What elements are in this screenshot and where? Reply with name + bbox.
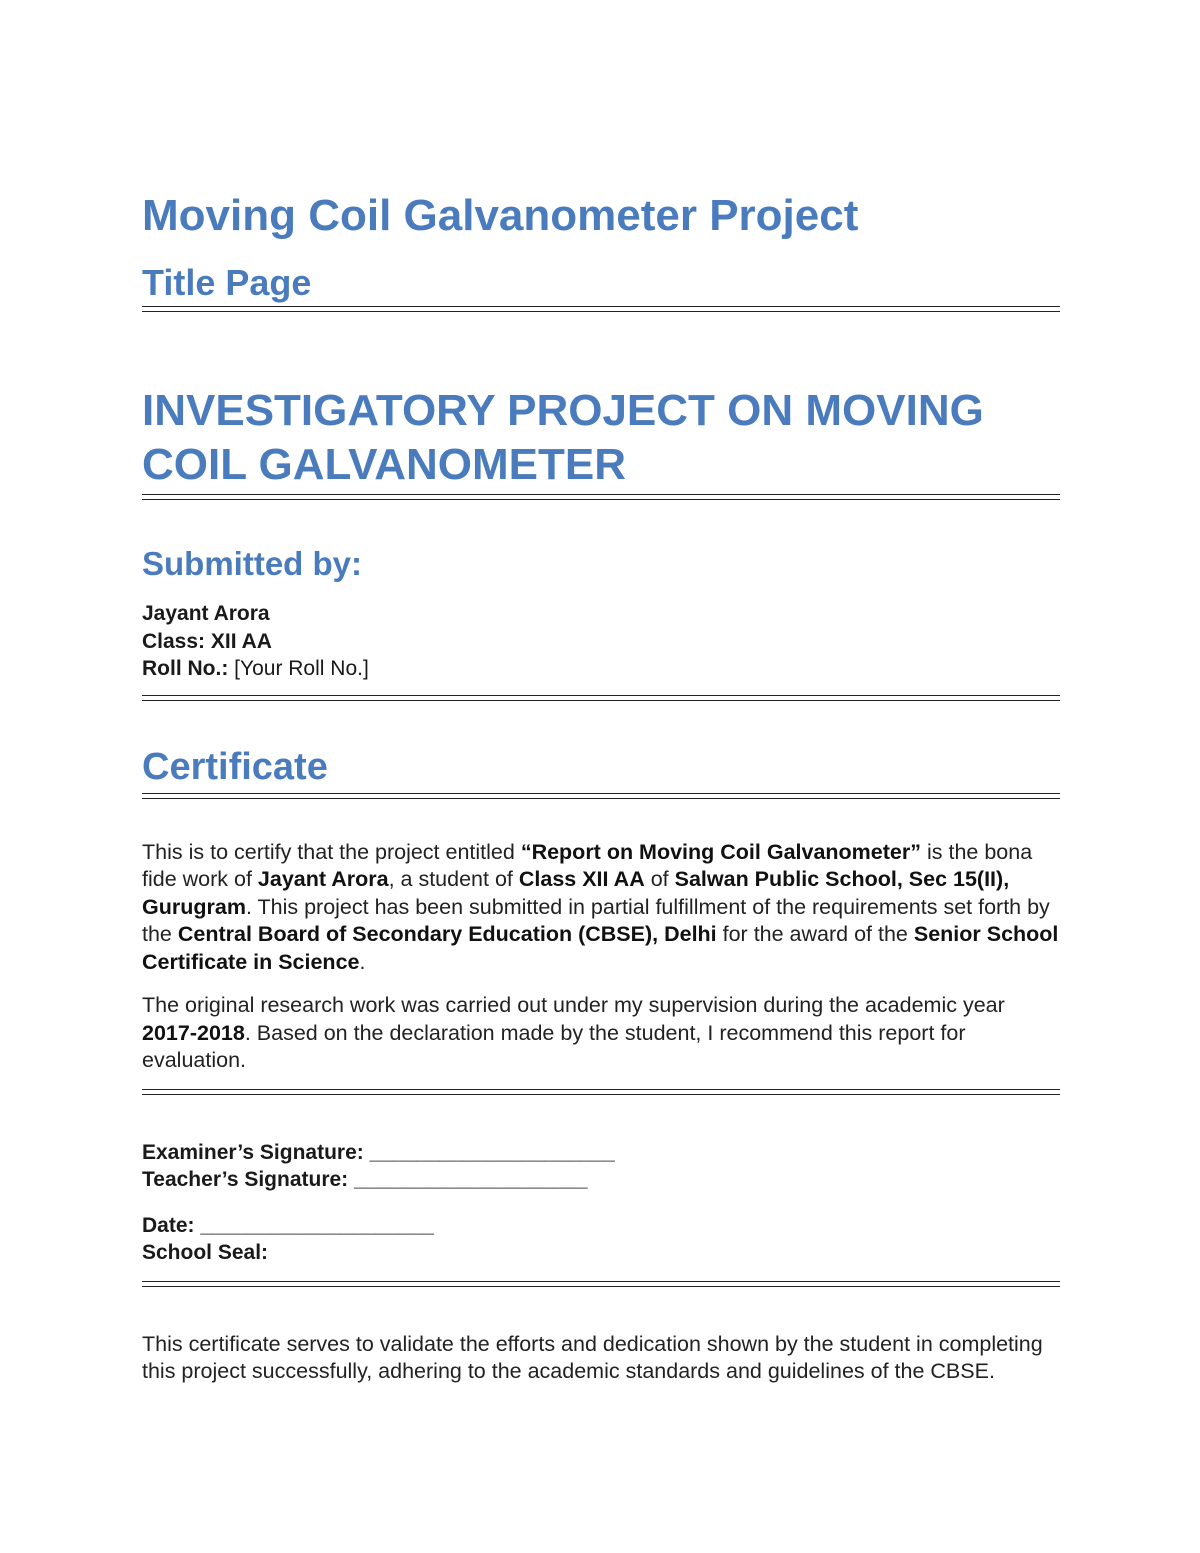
roll-label: Roll No.: <box>142 657 229 680</box>
class-value: XII AA <box>210 629 272 653</box>
text-run: The original research work was carried out under my supervision during the academic year <box>142 993 1005 1017</box>
bold-text-run: Senior School Certificate in Science <box>142 922 1059 974</box>
certificate-paragraph-1 <box>142 839 1060 977</box>
submitted-by-heading: Submitted by: <box>142 545 362 582</box>
bold-text-run: Jayant Arora <box>257 867 389 891</box>
class-label: Class: <box>142 629 206 653</box>
examiner-signature: Examiner’s Signature: _____________________ <box>142 1140 615 1164</box>
title-page-heading: Title Page <box>142 262 312 303</box>
text-run: . Based on the declaration made by the student, I recommend this report for evaluation. <box>142 1020 966 1072</box>
roll-value: [Your Roll No.] <box>234 657 369 680</box>
roll-line <box>142 655 1060 683</box>
date-field: Date: ____________________ <box>142 1213 434 1237</box>
text-run: . <box>359 949 366 974</box>
student-name: Jayant Arora <box>142 602 270 625</box>
teacher-signature: Teacher’s Signature: ____________________ <box>142 1168 588 1191</box>
footer-paragraph: This certificate serves to validate the efforts and dedication shown by the student in completing this project successfully, adhering to the academic standards and guidelines of the CBSE. <box>142 1331 1043 1383</box>
class-line <box>142 628 1060 656</box>
page-content <box>142 188 1060 1386</box>
bold-text-run: Class XII AA <box>518 867 645 891</box>
certificate-paragraph-2 <box>142 992 1060 1075</box>
project-heading-line-2: COIL GALVANOMETER <box>142 440 626 489</box>
bold-text-run: Central Board of Secondary Education (CBSE), Delhi <box>177 922 717 946</box>
text-run: . This project has been submitted in partial fulfillment of the requirements set forth by the <box>142 894 1050 946</box>
text-run: , a student of <box>388 867 519 891</box>
project-heading-line-1: INVESTIGATORY PROJECT ON MOVING <box>142 386 984 435</box>
bold-text-run: Salwan Public School, Sec 15(II), Gurugram <box>142 867 1010 919</box>
bold-text-run: 2017-2018 <box>142 1020 245 1045</box>
text-run: of <box>644 867 675 891</box>
certificate-heading: Certificate <box>142 745 328 788</box>
text-run: is the bona fide work of <box>142 839 1033 891</box>
document-title: Moving Coil Galvanometer Project <box>142 191 859 240</box>
text-run: This is to certify that the project entitled <box>142 839 521 864</box>
school-seal: School Seal: <box>142 1241 269 1264</box>
bold-text-run: “Report on Moving Coil Galvanometer” <box>520 839 921 864</box>
text-run: for the award of the <box>716 922 914 946</box>
